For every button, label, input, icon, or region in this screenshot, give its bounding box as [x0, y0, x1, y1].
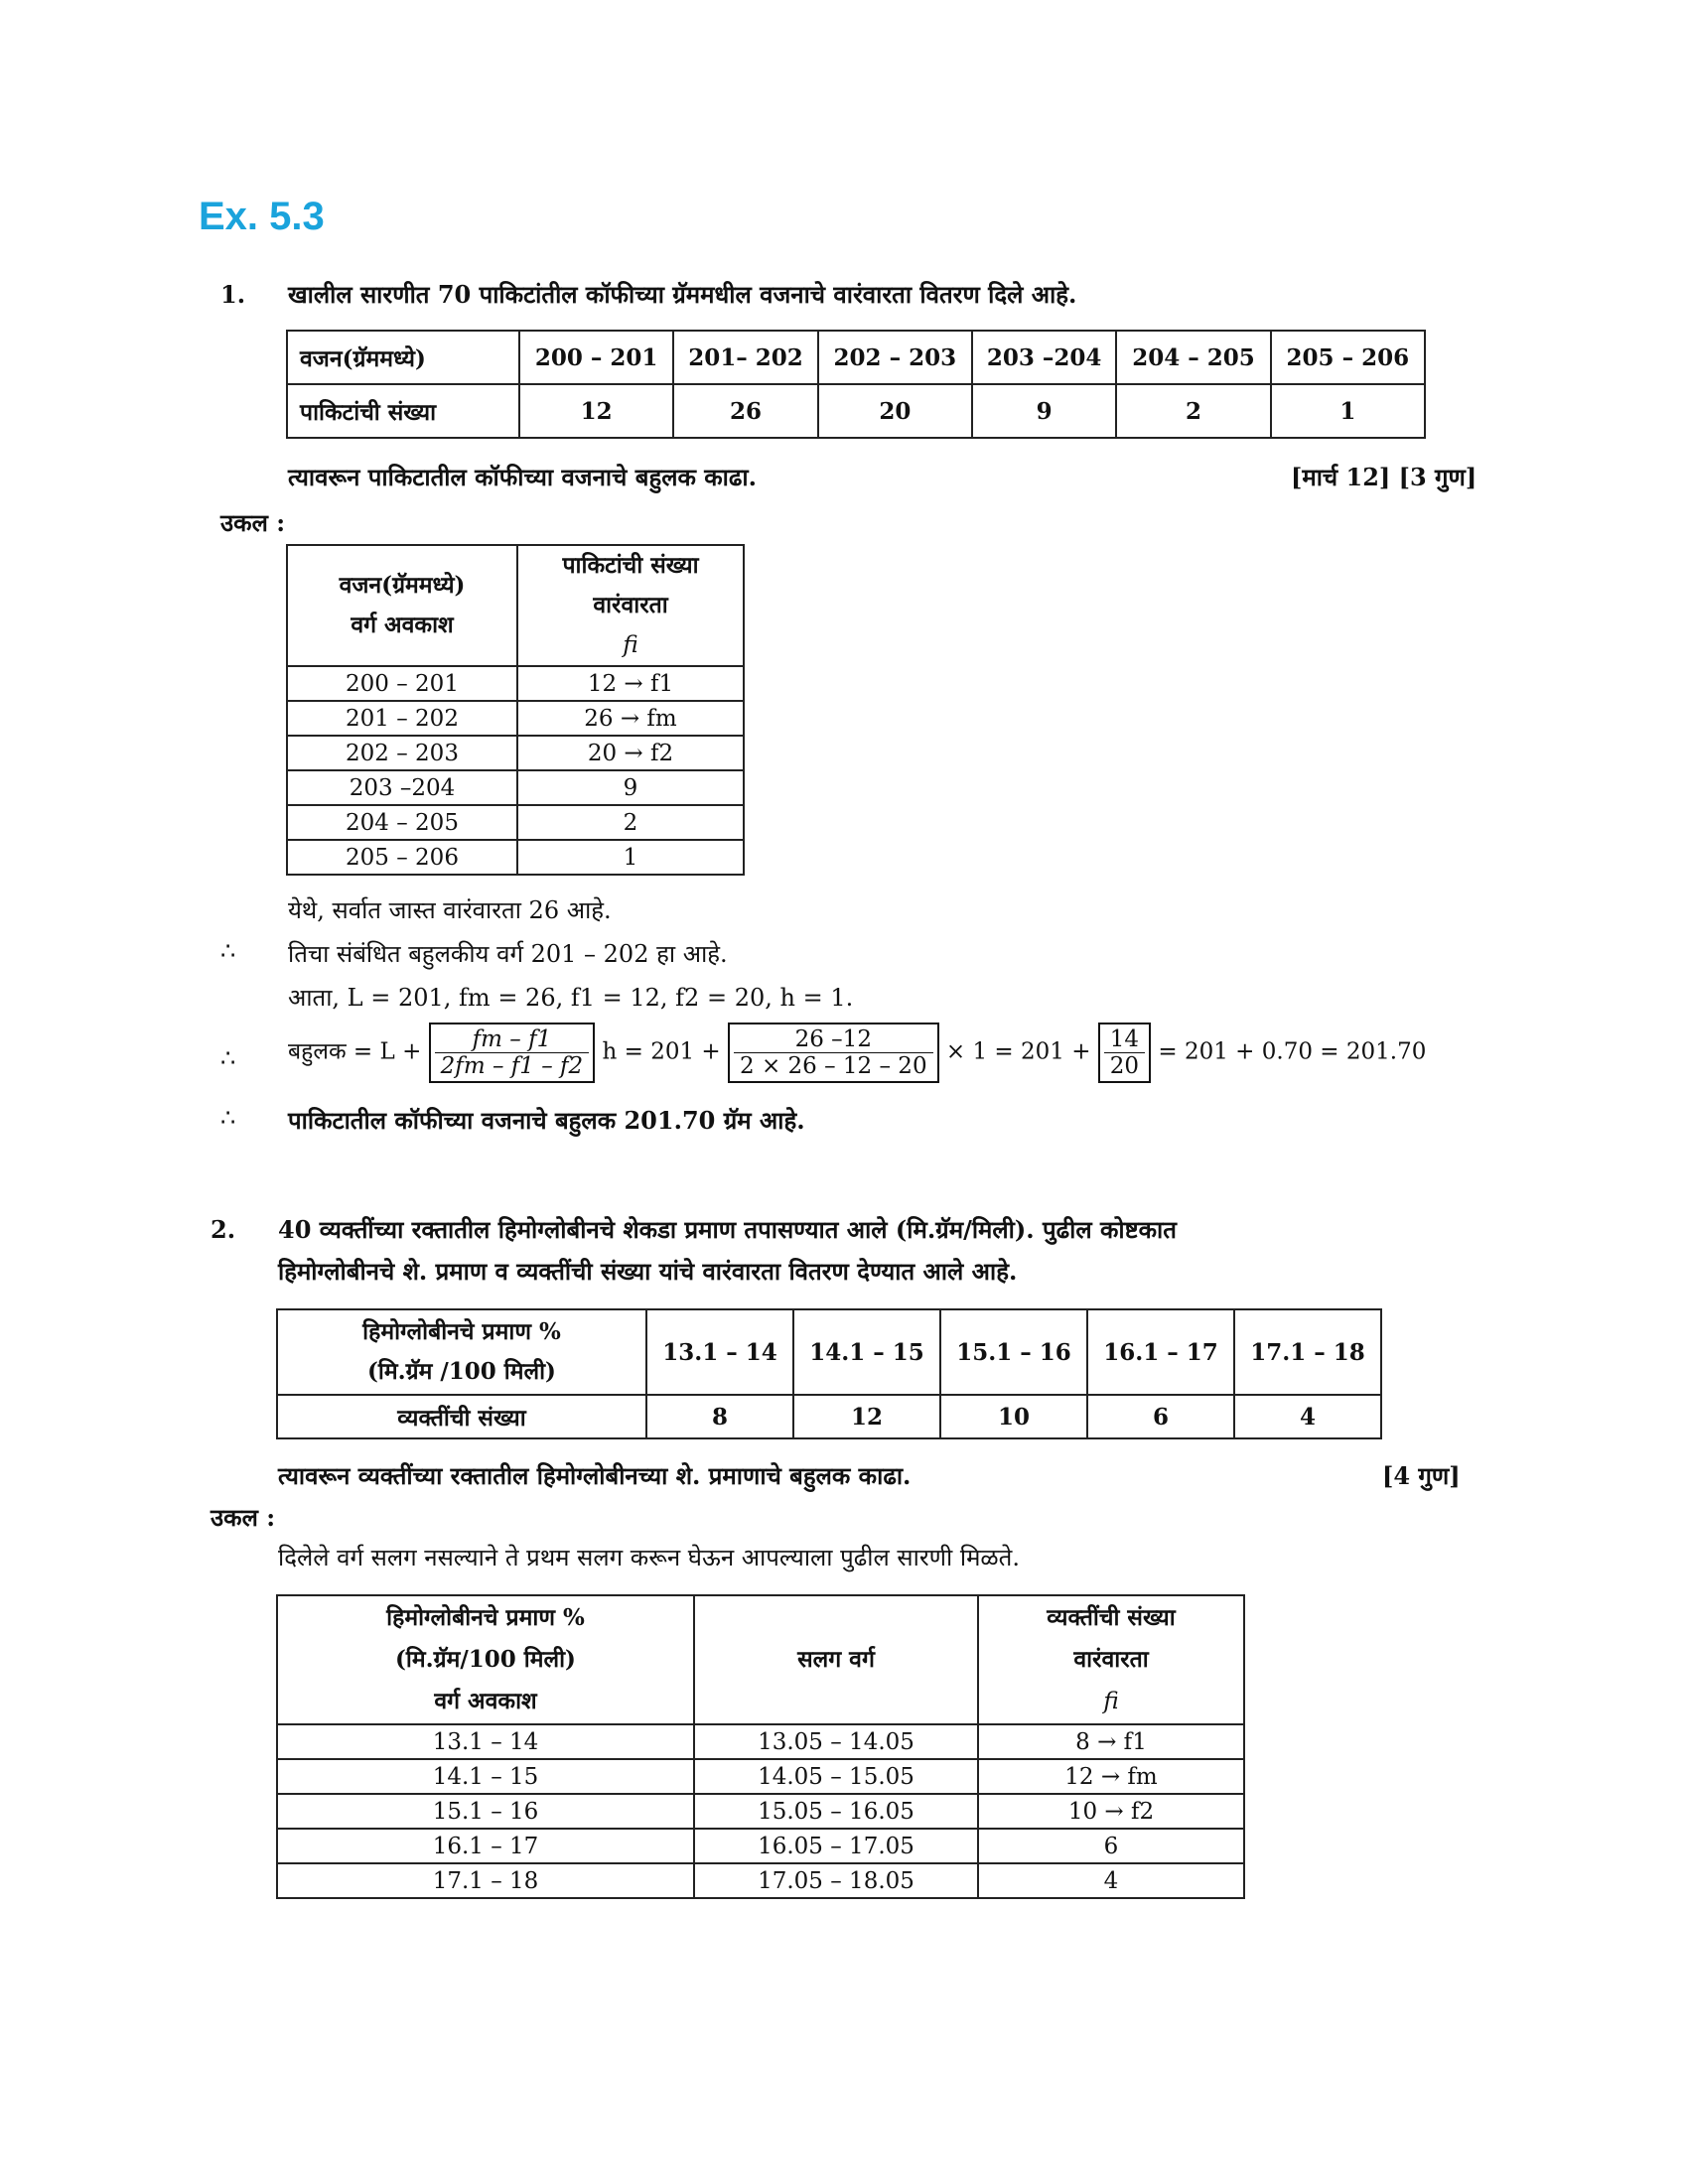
q1-sol-class: 203 –204 — [287, 770, 517, 805]
q2-frequency-table — [276, 1308, 1382, 1439]
q1-sol-freq: 2 — [517, 805, 744, 840]
q2-sol-header-class-interval: वर्ग अवकाश — [434, 1688, 537, 1714]
question-1-number: 1. — [220, 280, 246, 309]
q1-class-cell: 201– 202 — [673, 331, 817, 384]
q1-sol-freq: 1 — [517, 840, 744, 875]
q2-sol-header-unit: (मि.ग्रॅम/100 मिली) — [395, 1646, 576, 1673]
therefore-symbol: ∴ — [220, 937, 236, 965]
q2-sol-class: 14.1 – 15 — [277, 1759, 694, 1794]
q1-freq-cell: 1 — [1271, 384, 1425, 438]
q1-sol-header-class-interval: वर्ग अवकाश — [351, 612, 454, 638]
q2-sol-header-hemoglobin: हिमोग्लोबीनचे प्रमाण % — [386, 1604, 585, 1631]
q2-sol-header-continuous: सलग वर्ग — [694, 1595, 978, 1724]
q1-sol-class: 204 – 205 — [287, 805, 517, 840]
q1-class-cell: 203 –204 — [972, 331, 1116, 384]
q1-mode-formula — [288, 1023, 1426, 1083]
q2-sol-freq: 6 — [978, 1829, 1244, 1863]
q2-class-cell: 17.1 – 18 — [1234, 1309, 1381, 1395]
q1-row-label-count: पाकिटांची संख्या — [287, 384, 519, 438]
q2-sol-continuous: 15.05 – 16.05 — [694, 1794, 978, 1829]
therefore-symbol: ∴ — [220, 1044, 236, 1072]
q1-sol-header-frequency: वारंवारता — [593, 592, 668, 618]
q2-sol-class: 13.1 – 14 — [277, 1724, 694, 1759]
q2-solution-label: उकल : — [211, 1503, 276, 1532]
q1-solution-label: उकल : — [220, 508, 286, 537]
q1-freq-cell: 9 — [972, 384, 1116, 438]
q2-sol-header-count: व्यक्तींची संख्या — [1047, 1604, 1176, 1631]
q1-sol-class: 205 – 206 — [287, 840, 517, 875]
q1-class-cell: 202 – 203 — [818, 331, 972, 384]
q2-sol-freq: 10 → f2 — [978, 1794, 1244, 1829]
question-2-number: 2. — [211, 1215, 236, 1244]
q1-sol-header-count: पाकिटांची संख्या — [562, 552, 699, 579]
q1-line-values: आता, L = 201, fm = 26, f1 = 12, f2 = 20, h = 1. — [288, 984, 854, 1012]
q1-sol-class: 200 – 201 — [287, 666, 517, 701]
q2-sol-header-frequency: वारंवारता — [1073, 1646, 1149, 1673]
q1-marks: [मार्च 12] [3 गुण] — [1291, 463, 1477, 491]
q2-row-label-unit: (मि.ग्रॅम /100 मिली) — [367, 1358, 556, 1385]
q1-line-modal-class: तिचा संबंधित बहुलकीय वर्ग 201 – 202 हा आहे. — [288, 940, 728, 968]
q2-class-cell: 16.1 – 17 — [1087, 1309, 1234, 1395]
q1-line-highest-frequency: येथे, सर्वात जास्त वारंवारता 26 आहे. — [288, 896, 612, 924]
formula-num3: 14 — [1104, 1026, 1145, 1053]
q2-freq-cell: 8 — [646, 1395, 793, 1438]
q1-solution-table — [286, 544, 745, 876]
q2-row-label-hemoglobin: हिमोग्लोबीनचे प्रमाण % — [362, 1318, 561, 1345]
question-2-text-line1: 40 व्यक्तींच्या रक्तातील हिमोग्लोबीनचे शेकडा प्रमाण तपासण्यात आले (मि.ग्रॅम/मिली). पुढील कोष्टकात — [278, 1215, 1177, 1244]
formula-mid2: × 1 = 201 + — [945, 1038, 1091, 1065]
q1-class-cell: 205 – 206 — [1271, 331, 1425, 384]
q2-sol-continuous: 13.05 – 14.05 — [694, 1724, 978, 1759]
question-1-text: खालील सारणीत 70 पाकिटांतील कॉफीच्या ग्रॅममधील वजनाचे वारंवारता वितरण दिले आहे. — [288, 280, 1077, 309]
q2-class-cell: 14.1 – 15 — [793, 1309, 940, 1395]
formula-result: = 201 + 0.70 = 201.70 — [1158, 1038, 1427, 1065]
q1-sol-header-fi: fi — [623, 632, 638, 658]
q1-conclusion: पाकिटातील कॉफीच्या वजनाचे बहुलक 201.70 ग्रॅम आहे. — [288, 1106, 805, 1135]
q1-sol-freq: 12 → f1 — [517, 666, 744, 701]
q2-freq-cell: 12 — [793, 1395, 940, 1438]
q1-sol-freq: 9 — [517, 770, 744, 805]
q1-frequency-table — [286, 330, 1426, 439]
q1-class-cell: 204 – 205 — [1116, 331, 1270, 384]
q2-row-label-count: व्यक्तींची संख्या — [277, 1395, 646, 1438]
q1-freq-cell: 12 — [519, 384, 673, 438]
formula-num1: fm – f1 — [435, 1026, 590, 1053]
q2-sol-continuous: 16.05 – 17.05 — [694, 1829, 978, 1863]
q2-freq-cell: 4 — [1234, 1395, 1381, 1438]
formula-den1: 2fm – f1 – f2 — [440, 1053, 584, 1079]
q2-freq-cell: 10 — [940, 1395, 1087, 1438]
question-2-text-line2: हिमोग्लोबीनचे शे. प्रमाण व व्यक्तींची संख्या यांचे वारंवारता वितरण देण्यात आले आहे. — [278, 1257, 1018, 1286]
exercise-title: Ex. 5.3 — [199, 195, 325, 238]
formula-lhs: बहुलक = L + — [288, 1038, 422, 1065]
q2-sol-header-fi: fi — [1103, 1689, 1119, 1714]
q2-sol-freq: 8 → f1 — [978, 1724, 1244, 1759]
q1-sol-class: 201 – 202 — [287, 701, 517, 736]
q1-sol-class: 202 – 203 — [287, 736, 517, 770]
q2-sol-freq: 12 → fm — [978, 1759, 1244, 1794]
q2-freq-cell: 6 — [1087, 1395, 1234, 1438]
q1-class-cell: 200 – 201 — [519, 331, 673, 384]
q2-solution-table — [276, 1594, 1245, 1899]
formula-den3: 20 — [1109, 1053, 1140, 1079]
q2-sol-class: 15.1 – 16 — [277, 1794, 694, 1829]
formula-mid: h = 201 + — [602, 1038, 721, 1065]
formula-num2: 26 –12 — [734, 1026, 933, 1053]
q2-sol-class: 17.1 – 18 — [277, 1863, 694, 1898]
q2-class-cell: 13.1 – 14 — [646, 1309, 793, 1395]
formula-den2: 2 × 26 – 12 – 20 — [740, 1053, 927, 1079]
q2-sol-freq: 4 — [978, 1863, 1244, 1898]
q2-sol-continuous: 17.05 – 18.05 — [694, 1863, 978, 1898]
q2-marks: [4 गुण] — [1382, 1461, 1461, 1490]
q2-task: त्यावरून व्यक्तींच्या रक्तातील हिमोग्लोबीनच्या शे. प्रमाणाचे बहुलक काढा. — [278, 1461, 912, 1490]
q1-sol-freq: 26 → fm — [517, 701, 744, 736]
q1-freq-cell: 20 — [818, 384, 972, 438]
q1-sol-header-weight: वजन(ग्रॅममध्ये) — [339, 572, 466, 599]
q2-sol-class: 16.1 – 17 — [277, 1829, 694, 1863]
q1-row-label-weight: वजन(ग्रॅममध्ये) — [287, 331, 519, 384]
q1-sol-freq: 20 → f2 — [517, 736, 744, 770]
q1-freq-cell: 26 — [673, 384, 817, 438]
q1-task: त्यावरून पाकिटातील कॉफीच्या वजनाचे बहुलक काढा. — [288, 463, 757, 491]
therefore-symbol: ∴ — [220, 1104, 236, 1132]
q2-solution-intro: दिलेले वर्ग सलग नसल्याने ते प्रथम सलग करून घेऊन आपल्याला पुढील सारणी मिळते. — [278, 1544, 1020, 1571]
q2-sol-continuous: 14.05 – 15.05 — [694, 1759, 978, 1794]
q1-freq-cell: 2 — [1116, 384, 1270, 438]
q2-class-cell: 15.1 – 16 — [940, 1309, 1087, 1395]
